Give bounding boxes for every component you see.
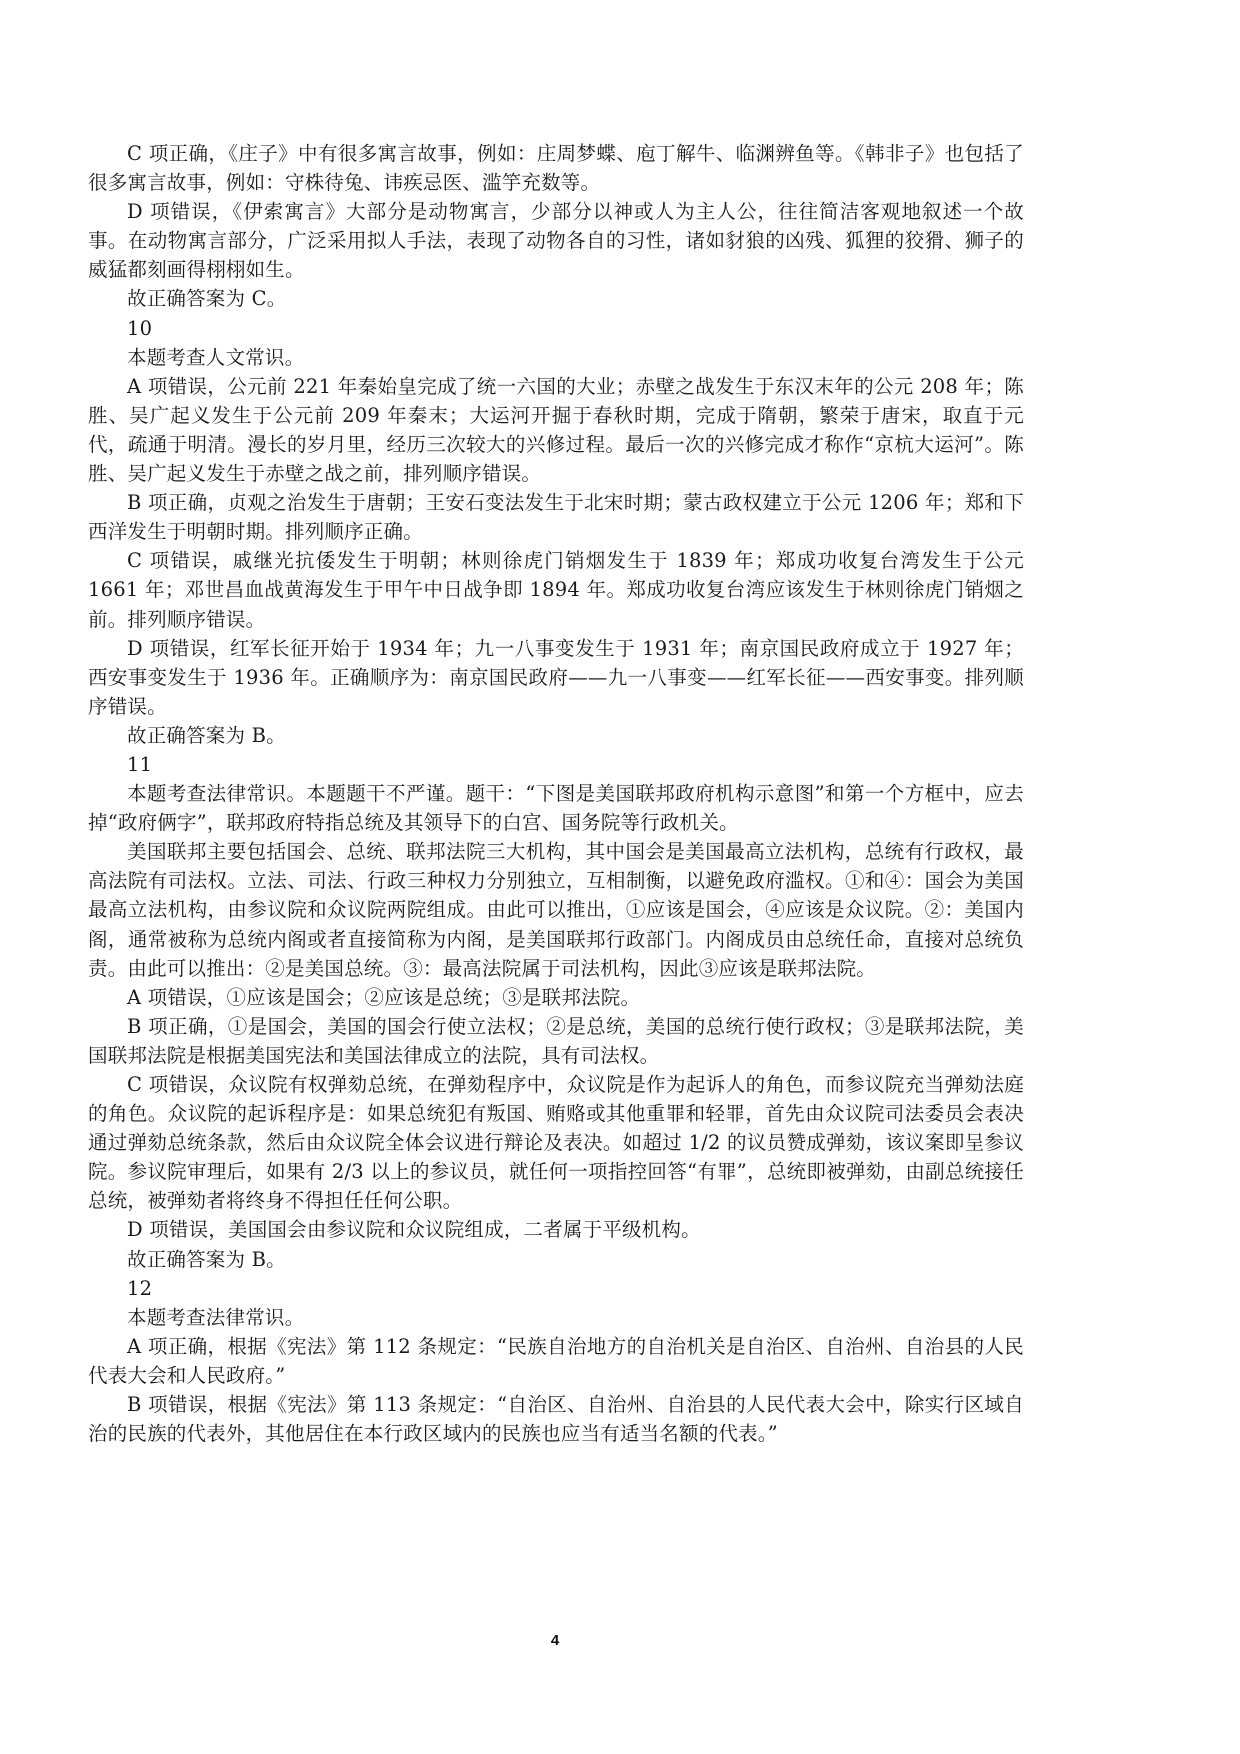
paragraph-q11-option-a: A 项错误，①应该是国会；②应该是总统；③是联邦法院。	[127, 985, 641, 1009]
question-number-11: 11	[127, 752, 153, 776]
paragraph-q10-answer: 故正确答案为 B。	[127, 723, 286, 747]
paragraph-q10-option-c: C 项错误，戚继光抗倭发生于明朝；林则徐虎门销烟发生于 1839 年；郑成功收复台湾发生于公元 1661 年；邓世昌血战黄海发生于甲午中日战争即 1894 年。郑成功收复台湾应该发生于林则徐虎门销烟之前。排列顺序错误。	[88, 549, 1024, 631]
paragraph-q9-answer: 故正确答案为 C。	[127, 287, 287, 311]
document-body	[88, 139, 1024, 1448]
paragraph-q11-option-b: B 项正确，①是国会，美国的国会行使立法权；②是总统，美国的总统行使行政权；③是联邦法院，美国联邦法院是根据美国宪法和美国法律成立的法院，具有司法权。	[88, 1014, 1024, 1067]
question-number-12: 12	[127, 1276, 153, 1300]
paragraph-q11-topic: 本题考查法律常识。本题题干不严谨。题干：“下图是美国联邦政府机构示意图”和第一个方框中，应去掉“政府俩字”，联邦政府特指总统及其领导下的白宫、国务院等行政机关。	[88, 782, 1024, 835]
page-number: 4	[550, 1632, 560, 1649]
paragraph-q12-option-a: A 项正确，根据《宪法》第 112 条规定：“民族自治地方的自治机关是自治区、自治州、自治县的人民代表大会和人民政府。”	[88, 1334, 1024, 1387]
paragraph-q10-option-b: B 项正确，贞观之治发生于唐朝；王安石变法发生于北宋时期；蒙古政权建立于公元 1206 年；郑和下西洋发生于明朝时期。排列顺序正确。	[88, 491, 1024, 544]
paragraph-q11-option-d: D 项错误，美国国会由参议院和众议院组成，二者属于平级机构。	[127, 1218, 701, 1242]
paragraph-q11-answer: 故正确答案为 B。	[127, 1247, 286, 1271]
paragraph-q9-option-c: C 项正确，《庄子》中有很多寓言故事，例如：庄周梦蝶、庖丁解牛、临渊辨鱼等。《韩非子》也包括了很多寓言故事，例如：守株待兔、讳疾忌医、滥竽充数等。	[88, 142, 1024, 195]
paragraph-q12-topic: 本题考查法律常识。	[127, 1305, 305, 1329]
question-number-10: 10	[127, 316, 153, 340]
paragraph-q11-option-c: C 项错误，众议院有权弹劾总统，在弹劾程序中，众议院是作为起诉人的角色，而参议院充当弹劾法庭的角色。众议院的起诉程序是：如果总统犯有叛国、贿赂或其他重罪和轻罪，首先由众议院司法委员会表决通过弹劾总统条款，然后由众议院全体会议进行辩论及表决。如超过 1/2 的议员赞成弹劾，该议案即呈参议院。参议院审理后，如果有 2/3 以上的参议员，就任何一项指控回答“有罪”，总统即被弹劾，由副总统接任总统，被弹劾者将终身不得担任任何公职。	[88, 1073, 1024, 1213]
paragraph-q11-analysis: 美国联邦主要包括国会、总统、联邦法院三大机构，其中国会是美国最高立法机构，总统有行政权，最高法院有司法权。立法、司法、行政三种权力分别独立，互相制衡，以避免政府滥权。①和④：国会为美国最高立法机构，由参议院和众议院两院组成。由此可以推出，①应该是国会，④应该是众议院。②：美国内阁，通常被称为总统内阁或者直接简称为内阁，是美国联邦行政部门。内阁成员由总统任命，直接对总统负责。由此可以推出：②是美国总统。③：最高法院属于司法机构，因此③应该是联邦法院。	[88, 840, 1024, 980]
paragraph-q10-option-d: D 项错误，红军长征开始于 1934 年；九一八事变发生于 1931 年；南京国民政府成立于 1927 年；西安事变发生于 1936 年。正确顺序为：南京国民政府——九一八事变——红军长征——西安事变。排列顺序错误。	[88, 636, 1024, 718]
paragraph-q10-topic: 本题考查人文常识。	[127, 345, 305, 369]
paragraph-q10-option-a: A 项错误，公元前 221 年秦始皇完成了统一六国的大业；赤壁之战发生于东汉末年的公元 208 年；陈胜、吴广起义发生于公元前 209 年秦末；大运河开掘于春秋时期，完成于隋朝，繁荣于唐宋，取直于元代，疏通于明清。漫长的岁月里，经历三次较大的兴修过程。最后一次的兴修完成才称作“京杭大运河”。陈胜、吴广起义发生于赤壁之战之前，排列顺序错误。	[88, 374, 1024, 486]
paragraph-q9-option-d: D 项错误，《伊索寓言》大部分是动物寓言，少部分以神或人为主人公，往往简洁客观地叙述一个故事。在动物寓言部分，广泛采用拟人手法，表现了动物各自的习性，诸如豺狼的凶残、狐狸的狡猾、狮子的威猛都刻画得栩栩如生。	[88, 200, 1024, 282]
paragraph-q12-option-b: B 项错误，根据《宪法》第 113 条规定：“自治区、自治州、自治县的人民代表大会中，除实行区域自治的民族的代表外，其他居住在本行政区域内的民族也应当有适当名额的代表。”	[88, 1393, 1024, 1446]
